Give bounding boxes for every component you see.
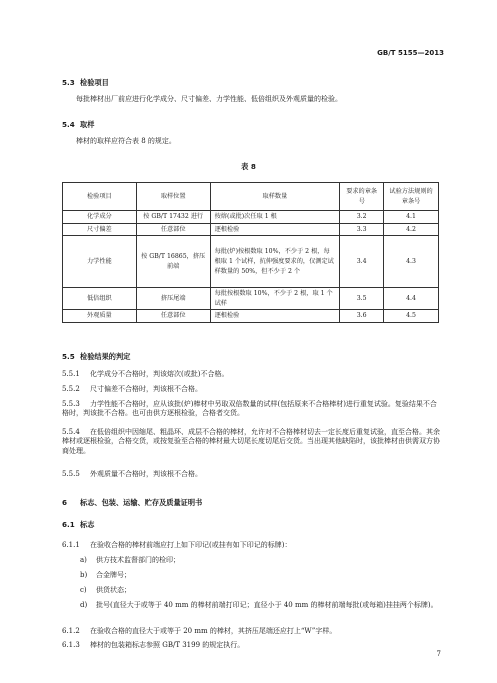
- col-position: 取样位置: [136, 183, 210, 211]
- list-item: a) 供方技术监督部门的检印；: [80, 556, 180, 564]
- section-5-5-heading: 5.5 检验结果的判定: [62, 352, 131, 361]
- table-8: [62, 182, 439, 323]
- clause-5-5-3: 5.5.3 力学性能不合格时，应从该批(炉)棒材中另取双倍数量的试样(包括原来不合格棒材)进行重复试验。复验结果不合格时，判该批不合格。也可由供方逐根检验，合格者交货。: [62, 400, 437, 418]
- col-item: 检验项目: [63, 183, 137, 211]
- list-item: c) 供货状态；: [80, 586, 131, 594]
- table-row: 低倍组织 挤压尾端 每批按根数取 10%，不少于 2 根，取 1 个试样 3.5 4.4: [63, 288, 439, 310]
- section-6-1-heading: 6.1 标志: [62, 520, 95, 529]
- table-row: 尺寸偏差 任意部位 逐根检验 3.3 4.2: [63, 223, 439, 236]
- section-5-3-heading: 5.3 检验项目: [62, 78, 109, 87]
- section-5-4-text: 棒材的取样应符合表 8 的规定。: [76, 136, 176, 145]
- table-row: 力学性能 按 GB/T 16865，挤压前端 每批(炉)按根数取 10%，不少于 2 根，每根取 1 个试样，抗伸强度要求的，仅测定试样数量的 50%，但不少于 2 个 3.4 4.3: [63, 236, 439, 288]
- section-6-heading: 6 标志、包装、运输、贮存及质量证明书: [62, 498, 203, 507]
- table-row: 外观质量 任意部位 逐根检验 3.6 4.5: [63, 310, 439, 323]
- table-row: 化学成分 按 GB/T 17432 进行 按熔(或批)次任取 1 根 3.2 4.1: [63, 211, 439, 224]
- clause-5-5-1: 5.5.1 化学成分不合格时，判该熔次(或批)不合格。: [62, 370, 229, 378]
- list-item: d) 批号(直径大于或等于 40 mm 的棒材前端打印记；直径小于 40 mm 的棒材前端每批(或每箱)挂挂两个标牌)。: [80, 601, 438, 609]
- col-method-clause: 试验方法规则的章条号: [384, 183, 439, 211]
- clause-5-5-5: 5.5.5 外观质量不合格时，判该根不合格。: [62, 470, 202, 478]
- table-8-caption: 表 8: [241, 162, 256, 171]
- section-5-4-heading: 5.4 取样: [62, 120, 95, 129]
- col-requirement-clause: 要求的章条号: [340, 183, 384, 211]
- section-5-3-text: 每批棒材出厂前应进行化学成分、尺寸偏差、力学性能、低倍组织及外观质量的检验。: [76, 94, 342, 103]
- clause-6-1-2: 6.1.2 在验收合格的直径大于或等于 20 mm 的棒材，其挤压尾端还应打上“W”字样。: [62, 627, 337, 635]
- page-number: 7: [436, 650, 441, 658]
- list-item: b) 合金牌号；: [80, 571, 131, 579]
- table-header-row: [63, 183, 439, 211]
- clause-6-1-3: 6.1.3 棒材的包装箱标志参照 GB/T 3199 的规定执行。: [62, 641, 245, 649]
- clause-5-5-2: 5.5.2 尺寸偏差不合格时，判该根不合格。: [62, 385, 202, 393]
- clause-5-5-4: 5.5.4 在低倍组织中因缩尾、粗晶环、成层不合格的棒材，允许对不合格棒材切去一定长度后重复试验，直至合格。其余棒材或逐根检验，合格交货，或按复验至合格的棒材最大切尾长度切尾后交货。当出现其他缺陷时，该批棒材由供需双方协商处理。: [62, 428, 440, 455]
- col-quantity: 取样数量: [210, 183, 340, 211]
- section-5-3: [62, 78, 441, 104]
- section-5-4: [62, 120, 441, 146]
- clause-6-1-1: 6.1.1 在验收合格的棒材前端应打上如下印记(或挂有如下印记的标牌)：: [62, 541, 292, 549]
- standard-number: GB/T 5155—2013: [377, 49, 444, 57]
